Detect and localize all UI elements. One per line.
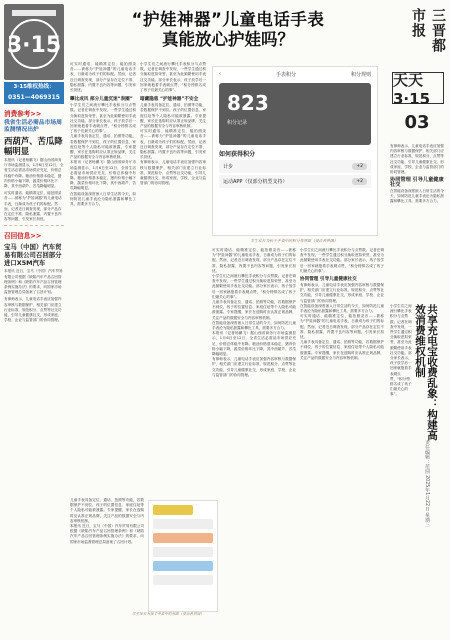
right-subhead: 协同管理 引导儿童健康社交 bbox=[390, 177, 444, 189]
col4-text-3: 在智能设备深度嵌入日常生活的今天，如何防范儿童手表沦为隐私泄露和攀比工具，需要多方合力。 bbox=[300, 303, 384, 314]
subhead-risk: 暗藏隐患 “护娃神器”不安全 bbox=[140, 97, 199, 103]
col3-text-6: 有律师表示，儿童电话手表应加强内容审核与数据保护，相关部门应建立行业标准，规范积分、点赞等社交功能，引导儿童健康社交，形成家庭、学校、企业与监管部门的协同管理。 bbox=[212, 357, 296, 377]
newspaper-brand bbox=[388, 8, 446, 66]
col3-text-2: 小学生们之间流行攀比手表积分与点赞数。记者在调查中发现，一些学生通过积分换取虚拟荣誉，甚至为此频繁使用手表社交功能。部分家长表示，孩子放学后一回家就抱着手表刷点赞，“积分榜排名成了孩子们最关心的事”。 bbox=[212, 274, 296, 299]
app-item-placeholder bbox=[153, 533, 213, 543]
app-item-placeholder bbox=[153, 575, 213, 585]
article-subtitle: 我省生活必需品市场周监测情况出炉 bbox=[4, 120, 62, 133]
section-consumer-reference: 消费参考>> bbox=[4, 110, 42, 118]
article-body: 本报讯（记者杨鹏飞）据山西省商务厅市场监测显示，1月6日至12日，全省生活必需品市场供应充足，价格总体稳中有降。粮油价格基本稳定，猪肉价格小幅下降，蔬菜价格环比下降，其中西葫芦、苦瓜降幅明显。 bbox=[4, 158, 64, 189]
editor-info: 责任编辑：范圆 2025年1月22日 星期三 bbox=[424, 440, 429, 527]
middle-body-repeat-3: 在智能设备深度嵌入日常生活的今天，如何防范儿童手表沦为隐私泄露和攀比工具，需要多方合力。 bbox=[70, 191, 136, 207]
editor-band bbox=[423, 440, 441, 630]
earn-row-label: 运动APP（仅部分机型支持） bbox=[223, 179, 288, 185]
points-record-label: 积分记录 bbox=[227, 120, 248, 126]
earn-row-value: +2 bbox=[352, 178, 367, 185]
section-recall: 召回信息>> bbox=[4, 232, 42, 241]
left-column bbox=[4, 4, 64, 636]
back-icon: ‹ bbox=[219, 71, 221, 77]
app-item-placeholder bbox=[153, 561, 213, 571]
middle-body: 小学生们之间流行攀比手表积分与点赞数。记者在调查中发现，一些学生通过积分换取虚拟荣誉，甚至为此频繁使用手表社交功能。部分家长表示，孩子放学后一回家就抱着手表刷点赞，“积分榜排名成了孩子们最关心的事”。 bbox=[70, 103, 136, 134]
middle-column-2 bbox=[140, 62, 206, 492]
subhead-cooperation: 协同管理 引导儿童健康社交 bbox=[300, 277, 357, 283]
col3-text-5: 本报讯（记者杨鹏飞）据山西省商务厅市场监测显示，1月6日至12日，全省生活必需品市场供应充足，价格总体稳中有降。粮油价格基本稳定，猪肉价格小幅下降，蔬菜价格环比下降，其中西葫芦、苦瓜降幅明显。 bbox=[212, 331, 296, 357]
app-item-placeholder bbox=[153, 547, 213, 557]
photo-caption: 学生家长为孩子手表中的积分等界面（受访者供图） bbox=[250, 238, 338, 243]
app-item-placeholder bbox=[153, 505, 193, 515]
intro-text: 可实时通话、能精准定位、能拍照录音……被称为“护娃神器”的儿童电话手表，日渐成为孩子们的标配。然而，记者近日调查发现，部分产品存在定位不准、隐私泄露、内置不良内容等问题，引发家长担忧。 bbox=[70, 62, 136, 93]
recall-headline: 宝马（中国）汽车贸易有限公司召回部分进口X5M汽车 bbox=[4, 243, 62, 268]
recall-body: 本报讯 近日，宝马（中国）汽车贸易有限公司根据《缺陷汽车产品召回管理条例》和《缺陷汽车产品召回管理条例实施办法》的要求，向国家市场监督管理总局备案了召回计划。 bbox=[4, 269, 63, 295]
photo-caption-2: 学生家长为孩子手表中的界面（受访者供图） bbox=[132, 612, 204, 616]
col3-text-4: 在智能设备深度嵌入日常生活的今天，如何防范儿童手表沦为隐私泄露和攀比工具，需要多方合力。 bbox=[212, 320, 296, 331]
earn-row-sport bbox=[219, 175, 371, 188]
phone-screenshot-2 bbox=[148, 500, 218, 612]
headline-line-2: 真能放心护娃吗？ bbox=[162, 30, 294, 49]
right-body: 有律师表示，儿童电话手表应加强内容审核与数据保护，相关部门应建立行业标准，规范积分、点赞等社交功能，引导儿童健康社交，形成家庭、学校、企业与监管部门的协同管理。 bbox=[390, 144, 444, 175]
brand-text: 三晋都市报 bbox=[410, 8, 446, 53]
section-subhead: 攀比成风 部分儿童沉迷“表圈” bbox=[70, 97, 133, 103]
page-number: 03 bbox=[404, 111, 430, 133]
right-text-top bbox=[390, 144, 444, 294]
article-headline: 西葫芦、苦瓜降幅明显 bbox=[4, 136, 63, 156]
col4-text: 小学生们之间流行攀比手表积分与点赞数。记者在调查中发现，一些学生通过积分换取虚拟荣誉，甚至为此频繁使用手表社交功能。部分家长表示，孩子放学后一回家就抱着手表刷点赞，“积分榜排名成了孩子们最关心的事”。 bbox=[300, 248, 384, 273]
points-rules-link: 积分规则 bbox=[350, 71, 371, 78]
svg-text:3·15: 3·15 bbox=[6, 33, 62, 58]
col3-text: 可实时通话、能精准定位、能拍照录音……被称为“护娃神器”的儿童电话手表，日渐成为孩子们的标配。然而，记者近日调查发现，部分产品存在定位不准、隐私泄露、内置不良内容等问题，引发家长担忧。 bbox=[212, 248, 296, 273]
col2-text: 小学生们之间流行攀比手表积分与点赞数。记者在调查中发现，一些学生通过积分换取虚拟荣誉，甚至为此频繁使用手表社交功能。部分家长表示，孩子放学后一回家就抱着手表刷点赞，“积分榜排名成了孩子们最关心的事”。 bbox=[140, 62, 206, 93]
points-card bbox=[219, 83, 371, 145]
col4-text-4: 可实时通话、能精准定位、能拍照录音……被称为“护娃神器”的儿童电话手表，日渐成为孩子们的标配。然而，记者近日调查发现，部分产品存在定位不准、隐私泄露、内置不良内容等问题，引发家长担忧。 bbox=[300, 314, 384, 340]
lower-left-column bbox=[70, 498, 144, 606]
right-vertical-headline: 共享充电宝收费乱象：构建高效消费维权机制 bbox=[414, 304, 438, 441]
middle-body-repeat: 儿童手表具备定位、通话、拍照等功能，若数据保护不到位，孩子的位置信息、家庭住址等个人隐私可能被泄露。专家提醒，家长在选购时应认准正规品牌，关注产品的数据安全与内容审核机制。 bbox=[70, 134, 136, 160]
col2-text-2: 儿童手表具备定位、通话、拍照等功能，若数据保护不到位，孩子的位置信息、家庭住址等个人隐私可能被泄露。专家提醒，家长在选购时应认准正规品牌，关注产品的数据安全与内容审核机制。 bbox=[140, 103, 206, 129]
lower-left-text: 儿童手表具备定位、通话、拍照等功能，若数据保护不到位，孩子的位置信息、家庭住址等个人隐私可能被泄露。专家提醒，家长在选购时应认准正规品牌，关注产品的数据安全与内容审核机制。 bbox=[70, 498, 144, 523]
divider bbox=[4, 225, 64, 226]
col2-text-3: 可实时通话、能精准定位、能拍照录音……被称为“护娃神器”的儿童电话手表，日渐成为孩子们的标配。然而，记者近日调查发现，部分产品存在定位不准、隐私泄露、内置不良内容等问题，引发家长担忧。 bbox=[140, 129, 206, 160]
earn-row-value: +2 bbox=[352, 163, 367, 170]
article-body-2: 可实时通话、能精准定位、能拍照录音……被称为“护娃神器”的儿童电话手表，日渐成为孩子们的标配。然而，记者近日调查发现，部分产品存在定位不准、隐私泄露、内置不良内容等问题，引发家长担忧。 bbox=[4, 191, 62, 222]
hotline-number: 0351—4069315 bbox=[8, 94, 60, 101]
main-headline bbox=[70, 10, 386, 50]
middle-column-3 bbox=[212, 248, 296, 628]
phone-screenshot bbox=[212, 66, 378, 236]
hotline-box bbox=[4, 82, 64, 104]
middle-column-1 bbox=[70, 62, 136, 492]
points-value: 823 bbox=[227, 91, 269, 115]
earn-row-label: 计步 bbox=[223, 164, 234, 170]
hotline-label: 3·15维权热线： bbox=[13, 84, 55, 90]
phone-title: 手表积分 bbox=[275, 71, 296, 78]
middle-body-repeat-2: 本报讯（记者杨鹏飞）据山西省商务厅市场监测显示，1月6日至12日，全省生活必需品市场供应充足，价格总体稳中有降。粮油价格基本稳定，猪肉价格小幅下降，蔬菜价格环比下降，其中西葫芦、苦瓜降幅明显。 bbox=[70, 160, 136, 191]
earn-row-steps bbox=[219, 160, 371, 173]
phone-header bbox=[213, 67, 377, 81]
col4-text-2: 有律师表示，儿童电话手表应加强内容审核与数据保护，相关部门应建立行业标准，规范积分、点赞等社交功能，引导儿童健康社交，形成家庭、学校、企业与监管部门的协同管理。 bbox=[300, 283, 384, 303]
right-body-3: 小学生们之间流行攀比手表积分与点赞数。记者在调查中发现，一些学生通过积分换取虚拟荣誉，甚至为此频繁使用手表社交功能。部分家长表示，孩子放学后一回家就抱着手表刷点赞，“积分榜排名成了孩子们最关心的事”。 bbox=[390, 304, 412, 397]
col2-text-4: 有律师表示，儿童电话手表应加强内容审核与数据保护，相关部门应建立行业标准，规范积分、点赞等社交功能，引导儿童健康社交，形成家庭、学校、企业与监管部门的协同管理。 bbox=[140, 160, 206, 186]
how-to-earn-heading: 如何获得积分 bbox=[219, 151, 256, 158]
headline-line-1: “护娃神器”儿童电话手表 bbox=[131, 10, 325, 29]
lower-left-text-2: 本报讯 近日，宝马（中国）汽车贸易有限公司根据《缺陷汽车产品召回管理条例》和《缺陷汽车产品召回管理条例实施办法》的要求，向国家市场监督管理总局备案了召回计划。 bbox=[70, 524, 144, 544]
col4-text-5: 儿童手表具备定位、通话、拍照等功能，若数据保护不到位，孩子的位置信息、家庭住址等个人隐私可能被泄露。专家提醒，家长在选购时应认准正规品牌，关注产品的数据安全与内容审核机制。 bbox=[300, 340, 384, 360]
recall-body-2: 有律师表示，儿童电话手表应加强内容审核与数据保护，相关部门应建立行业标准，规范积分、点赞等社交功能，引导儿童健康社交，形成家庭、学校、企业与监管部门的协同管理。 bbox=[4, 297, 62, 323]
middle-column-4 bbox=[300, 248, 384, 628]
right-body-2: 在智能设备深度嵌入日常生活的今天，如何防范儿童手表沦为隐私泄露和攀比工具，需要多方合力。 bbox=[390, 188, 444, 204]
315-logo bbox=[4, 4, 64, 80]
col3-text-3: 儿童手表具备定位、通话、拍照等功能，若数据保护不到位，孩子的位置信息、家庭住址等个人隐私可能被泄露。专家提醒，家长在选购时应认准正规品牌，关注产品的数据安全与内容审核机制。 bbox=[212, 300, 296, 320]
app-item-placeholder bbox=[153, 519, 213, 529]
section-tag: 天天3·15 bbox=[392, 72, 444, 104]
right-text-bottom bbox=[390, 304, 412, 624]
